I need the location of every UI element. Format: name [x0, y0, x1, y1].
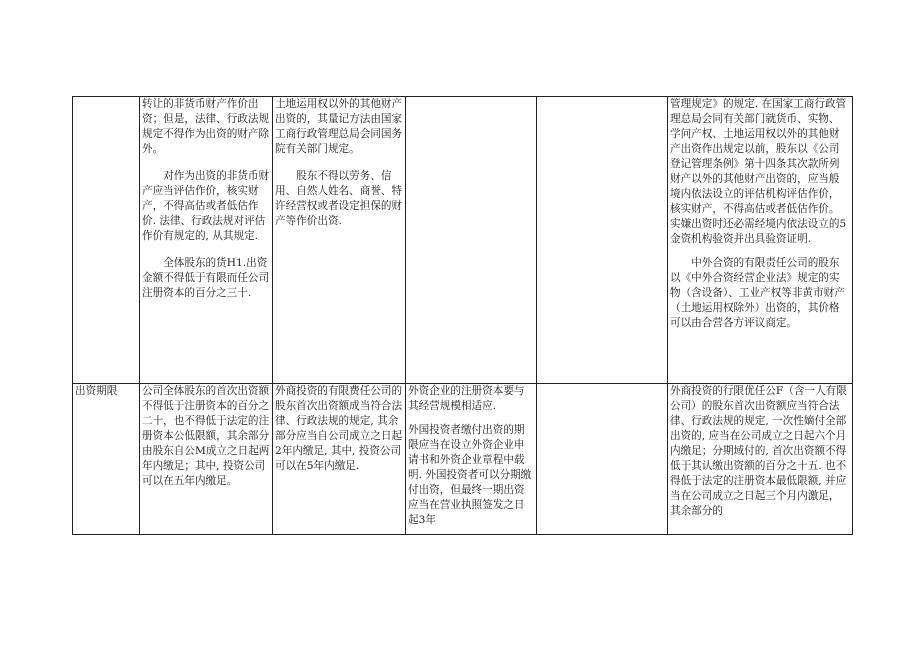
cell-col3 — [406, 97, 537, 384]
cell-paragraph: 股东不得以劳务、信用、自然人姓名、商誉、特许经营权或者设定担保的财产等作价出资. — [275, 170, 403, 227]
cell-paragraph: 全体股东的货H1.出资金额不得低于有限而任公司注册资本的百分之三十. — [142, 257, 270, 299]
row-label-cell — [73, 384, 140, 535]
cell-paragraph: 中外合资的有限责任公司的股东以《中外合资经营企业法》规定的实物（含设备）、工业产权等非黄市财产（土地运用权除外）出资的，其价格可以由合营各方评议商定。 — [670, 257, 845, 329]
row-label-cell — [73, 97, 140, 384]
cell-paragraph: 对作为出资的非货币财产应当评估作价，核实财产，不得高估或者低估作价. 法律、行政法规对评估作价有规定的, 从其规定. — [142, 170, 270, 242]
cell-col1 — [140, 97, 273, 384]
comparison-table — [72, 96, 853, 535]
table-row — [73, 97, 853, 384]
cell-col2 — [273, 384, 406, 535]
cell-paragraph: 外资企业的注册资本要与其经营规模相适应. — [408, 385, 525, 412]
cell-col5 — [668, 384, 853, 535]
row-label: 出资期限 — [75, 385, 118, 397]
cell-paragraph: 外国投资者缴付出资的期限应当在设立外资企业申请书和外资企业章程中载明. 外国投资者可以分期缴付出资，但最终一期出资应当在营业执照签发之日起3年 — [408, 424, 532, 526]
cell-col2 — [273, 97, 406, 384]
cell-paragraph: 土地运用权以外的其他财产出资的，其量记方法由国家工商行政管理总局会同国务院有关部门规定。 — [275, 98, 403, 155]
table-row — [73, 384, 853, 535]
cell-paragraph: 外商投资的行限优任公F（含一人有限公司）的股东首次出资额应当符合法律、行政法规的规定, 一次性嫡付全部出资的, 应当在公司成立之日起六个月内缴足；分期域付的, 首次出资额不得低于其认缴出资额的百分之十五. 也不得低于法定的注册资本最低限额, 并应当在公司成立之日起三个月内激足，其余部分的 — [670, 385, 847, 517]
cell-col3 — [406, 384, 537, 535]
cell-paragraph: 公司全体股东的首次出资额不得低于注册资本的百分之二十，也不得低于法定的注册资本公低限额，其余部分由股东自公M成立之日起两年内缴足；其中, 投资公司可以在五年内缴足。 — [142, 385, 270, 487]
cell-col4 — [537, 384, 668, 535]
cell-paragraph: 外商投资的有限费任公司的股东首次出资额成当符合法律、行政法规的规定, 其余部分应当自公司成立之日起2年内缴足, 其中, 投资公司可以在5年内缴足. — [275, 385, 403, 472]
cell-paragraph: 转让的非货币财产作价出资；但是，法律、行政法规规定不得作为出资的财产除外。 — [142, 98, 270, 155]
cell-paragraph: 管理规定》的规定. 在国家工商行政管理总局会同有关部门就货币、实物、学问产权、土地运用权以外的其他财产出资作出规定以前，股东以《公司登记管理条例》第十四条其次款所列财产以外的其他财产出资的，应当般境内依法设立的评估机构评估作价，核实财产，不得高估或者低估作价。实嫌出资时还必需经境内依法设立的5金资机构验资并出具验资证明. — [670, 98, 847, 245]
cell-col4 — [537, 97, 668, 384]
cell-col5 — [668, 97, 853, 384]
cell-col1 — [140, 384, 273, 535]
